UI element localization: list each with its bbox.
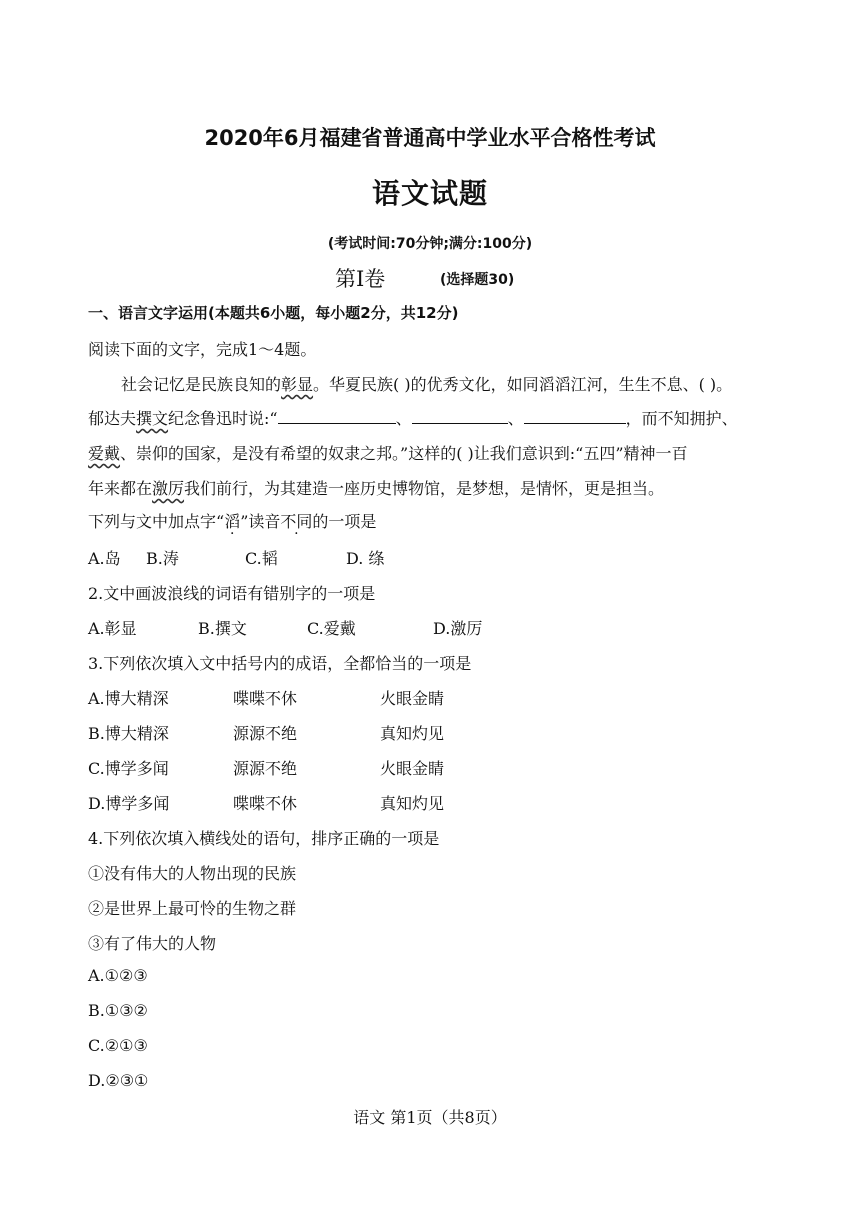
q2-option-a: A.彰显 xyxy=(88,619,137,638)
q2-option-c: C.爱戴 xyxy=(307,619,356,638)
q4-option-a: A.①②③ xyxy=(88,966,148,985)
passage-text: 年来都在 xyxy=(88,479,153,498)
fill-blank-3 xyxy=(524,409,626,424)
passage-text: 社会记忆是民族良知的 xyxy=(121,375,282,394)
passage-text: 、崇仰的国家，是没有希望的奴隶之邦。”这样的( )让我们意识到:“五四”精神一百 xyxy=(120,444,688,463)
passage-line-1 xyxy=(121,372,821,395)
question-2-stem: 2.文中画波浪线的词语有错别字的一项是 xyxy=(88,584,376,603)
passage-text: 。华夏民族( )的优秀文化，如同滔滔江河，生生不息、( )。 xyxy=(313,375,733,394)
q3-option-d-3: 真知灼见 xyxy=(380,794,445,813)
q4-option-d: D.②③① xyxy=(88,1071,149,1090)
q3-option-d: D.博学多闻 xyxy=(88,794,170,813)
exam-title: 2020年6月福建省普通高中学业水平合格性考试 xyxy=(204,126,656,150)
passage-text: 我们前行，为其建造一座历史博物馆，是梦想，是情怀，更是担当。 xyxy=(184,479,665,498)
question-text: 的一项是 xyxy=(312,512,377,531)
subject-title: 语文试题 xyxy=(371,177,488,210)
q3-option-c: C.博学多闻 xyxy=(88,759,169,778)
q4-option-b: B.①③② xyxy=(88,1001,148,1020)
question-1-stem xyxy=(88,509,788,532)
page-footer: 语文 第1页（共8页） xyxy=(353,1108,507,1127)
wavy-word-4: 激厉 xyxy=(152,479,185,498)
q4-item-3: ③有了伟大的人物 xyxy=(88,934,217,953)
q3-option-a: A.博大精深 xyxy=(88,689,169,708)
q4-option-c: C.②①③ xyxy=(88,1036,148,1055)
passage-text: 、 xyxy=(395,409,412,428)
fill-blank-1 xyxy=(278,409,396,424)
q1-option-a: A.岛 xyxy=(88,549,121,568)
question-4-stem: 4.下列依次填入横线处的语句，排序正确的一项是 xyxy=(88,829,440,848)
section-instruction: 阅读下面的文字，完成1～4题。 xyxy=(88,340,317,359)
passage-text: ，而不知拥护、 xyxy=(625,409,738,428)
q3-option-a-2: 喋喋不休 xyxy=(233,689,298,708)
q4-item-2: ②是世界上最可怜的生物之群 xyxy=(88,899,297,918)
volume-label: 第Ⅰ卷 xyxy=(335,267,386,291)
passage-text: 纪念鲁迅时说:“ xyxy=(168,409,278,428)
wavy-word-3: 爱戴 xyxy=(88,444,121,463)
q3-option-c-3: 火眼金睛 xyxy=(380,759,445,778)
question-text: ”读音 xyxy=(240,512,281,531)
passage-line-2 xyxy=(88,406,788,429)
q2-option-b: B.撰文 xyxy=(198,619,247,638)
dotted-char: 滔 xyxy=(224,512,241,531)
q1-option-d: D. 绦 xyxy=(346,549,385,568)
question-text: 下列与文中加点字“ xyxy=(88,512,225,531)
passage-text: 、 xyxy=(507,409,524,428)
exam-meta: (考试时间:70分钟;满分:100分) xyxy=(327,236,533,252)
wavy-word-2: 撰文 xyxy=(136,409,169,428)
passage-line-4 xyxy=(88,476,788,499)
q1-option-c: C.韬 xyxy=(245,549,278,568)
passage-line-3 xyxy=(88,441,788,464)
question-3-stem: 3.下列依次填入文中括号内的成语，全都恰当的一项是 xyxy=(88,654,472,673)
section-heading: 一、语言文字运用(本题共6小题，每小题2分，共12分) xyxy=(88,304,459,322)
q4-item-1: ①没有伟大的人物出现的民族 xyxy=(88,864,297,883)
q3-option-d-2: 喋喋不休 xyxy=(233,794,298,813)
q3-option-a-3: 火眼金睛 xyxy=(380,689,445,708)
passage-text: 郁达夫 xyxy=(88,409,137,428)
q3-option-b-2: 源源不绝 xyxy=(233,724,298,743)
q1-option-b: B.涛 xyxy=(146,549,179,568)
q3-option-b: B.博大精深 xyxy=(88,724,169,743)
q3-option-b-3: 真知灼见 xyxy=(380,724,445,743)
q3-option-c-2: 源源不绝 xyxy=(233,759,298,778)
dotted-chars: 不同 xyxy=(280,512,313,531)
fill-blank-2 xyxy=(412,409,508,424)
q2-option-d: D.激厉 xyxy=(433,619,483,638)
volume-note: (选择题30) xyxy=(440,272,515,288)
wavy-word-1: 彰显 xyxy=(281,375,314,394)
